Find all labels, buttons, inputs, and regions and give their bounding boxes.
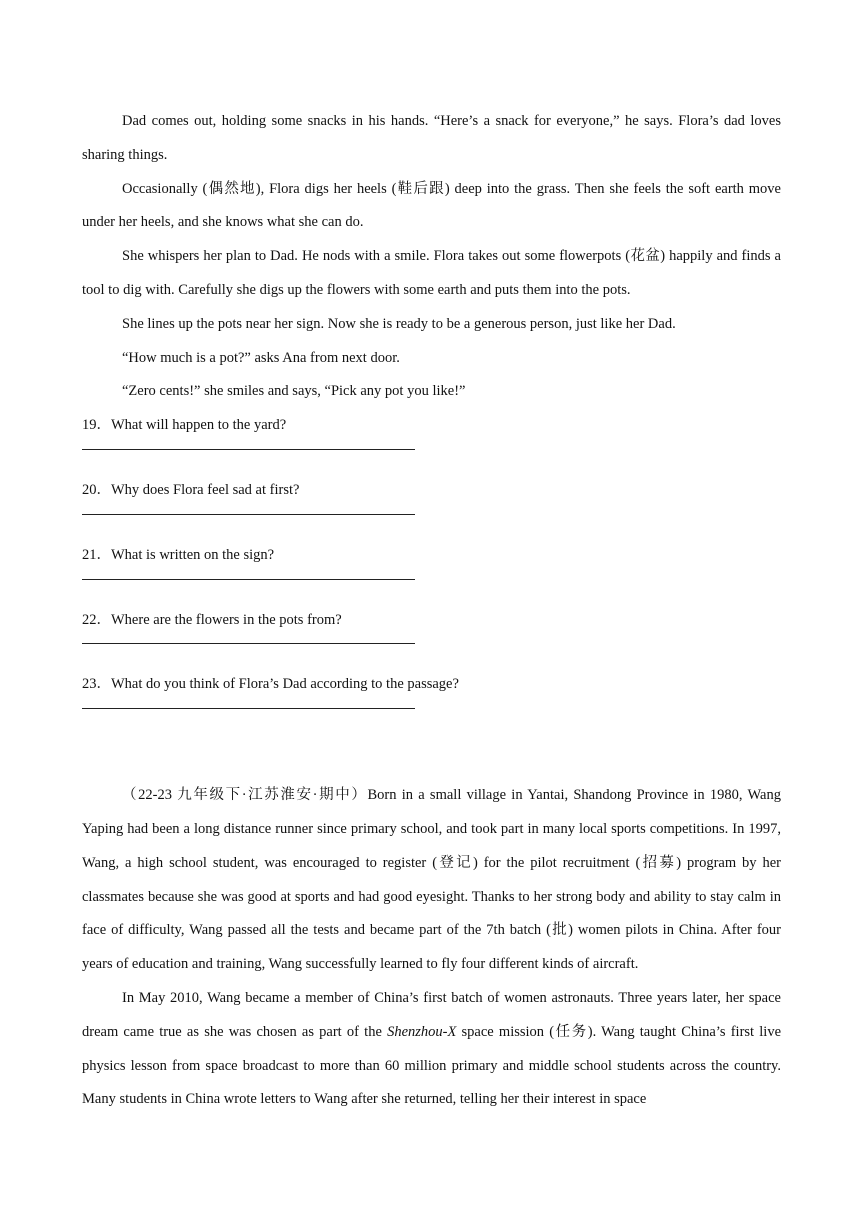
paragraph-text: Born in a small village in Yantai, Shandong Province in 1980, Wang Yaping had been a long distance runner since primary school, and took part in many local sports competitions. In 1997, Wang, a high school student, was encouraged to register (登记) for the pilot recruitment (招募) program by her classmates because she was good at sports and had good eyesight. Thanks to her strong body and ability to stay calm in face of difficulty, Wang passed all the tests and became part of the 7th batch (批) women pilots in China. After four years of education and training, Wang successfully learned to fly four different kinds of aircraft. — [82, 787, 781, 973]
question-22 — [82, 604, 781, 645]
question-19 — [82, 409, 781, 450]
question-20 — [82, 474, 781, 515]
paragraph-2: Occasionally (偶然地), Flora digs her heels (鞋后跟) deep into the grass. Then she feels the soft earth move under her heels, and she knows what she can do. — [82, 180, 781, 231]
question-text: What do you think of Flora’s Dad according to the passage? — [111, 676, 459, 693]
answer-line[interactable] — [82, 449, 415, 450]
passage-1 — [82, 105, 781, 409]
question-text: What is written on the sign? — [111, 546, 275, 563]
question-number: 20． — [82, 481, 111, 498]
paragraph-1: Dad comes out, holding some snacks in his hands. “Here’s a snack for everyone,” he says. Flora’s dad loves sharing things. — [82, 113, 781, 163]
question-21 — [82, 539, 781, 580]
paragraph-text: In May 2010, Wang became a member of China’s first batch of women astronauts. Three years later, her space dream came true as she was chosen as part of the — [82, 989, 781, 1040]
page-content — [82, 105, 781, 1117]
answer-line[interactable] — [82, 579, 415, 580]
question-text: What will happen to the yard? — [111, 417, 287, 434]
answer-line[interactable] — [82, 708, 415, 709]
question-text: Why does Flora feel sad at first? — [111, 481, 300, 498]
paragraph-wang-1 — [82, 779, 781, 982]
mission-name: Shenzhou-X — [387, 1023, 457, 1040]
paragraph-text: space mission (任务). Wang taught China’s first live physics lesson from space broadcast to more than 60 million primary and middle school students across the country. Many students in China wrote letters to Wang after she returned, telling her their interest in space — [82, 1023, 781, 1108]
question-number: 23． — [82, 676, 111, 693]
paragraph-3: She whispers her plan to Dad. He nods with a smile. Flora takes out some flowerpots (花盆) happily and finds a tool to dig with. Carefully she digs up the flowers with some earth and puts them into the pots. — [82, 248, 781, 298]
questions-list — [82, 409, 781, 709]
paragraph-5: “How much is a pot?” asks Ana from next door. — [122, 349, 400, 366]
section-gap — [82, 733, 781, 779]
answer-line[interactable] — [82, 514, 415, 515]
question-text: Where are the flowers in the pots from? — [111, 611, 342, 628]
question-number: 19． — [82, 417, 111, 434]
paragraph-4: She lines up the pots near her sign. Now she is ready to be a generous person, just like her Dad. — [122, 315, 676, 332]
question-23 — [82, 668, 781, 709]
question-number: 21． — [82, 546, 111, 563]
paragraph-6: “Zero cents!” she smiles and says, “Pick any pot you like!” — [122, 383, 466, 400]
answer-line[interactable] — [82, 643, 415, 644]
source-label: （22-23 九年级下·江苏淮安·期中） — [122, 787, 368, 804]
passage-2 — [82, 779, 781, 1117]
question-number: 22． — [82, 611, 111, 628]
paragraph-wang-2 — [82, 982, 781, 1117]
